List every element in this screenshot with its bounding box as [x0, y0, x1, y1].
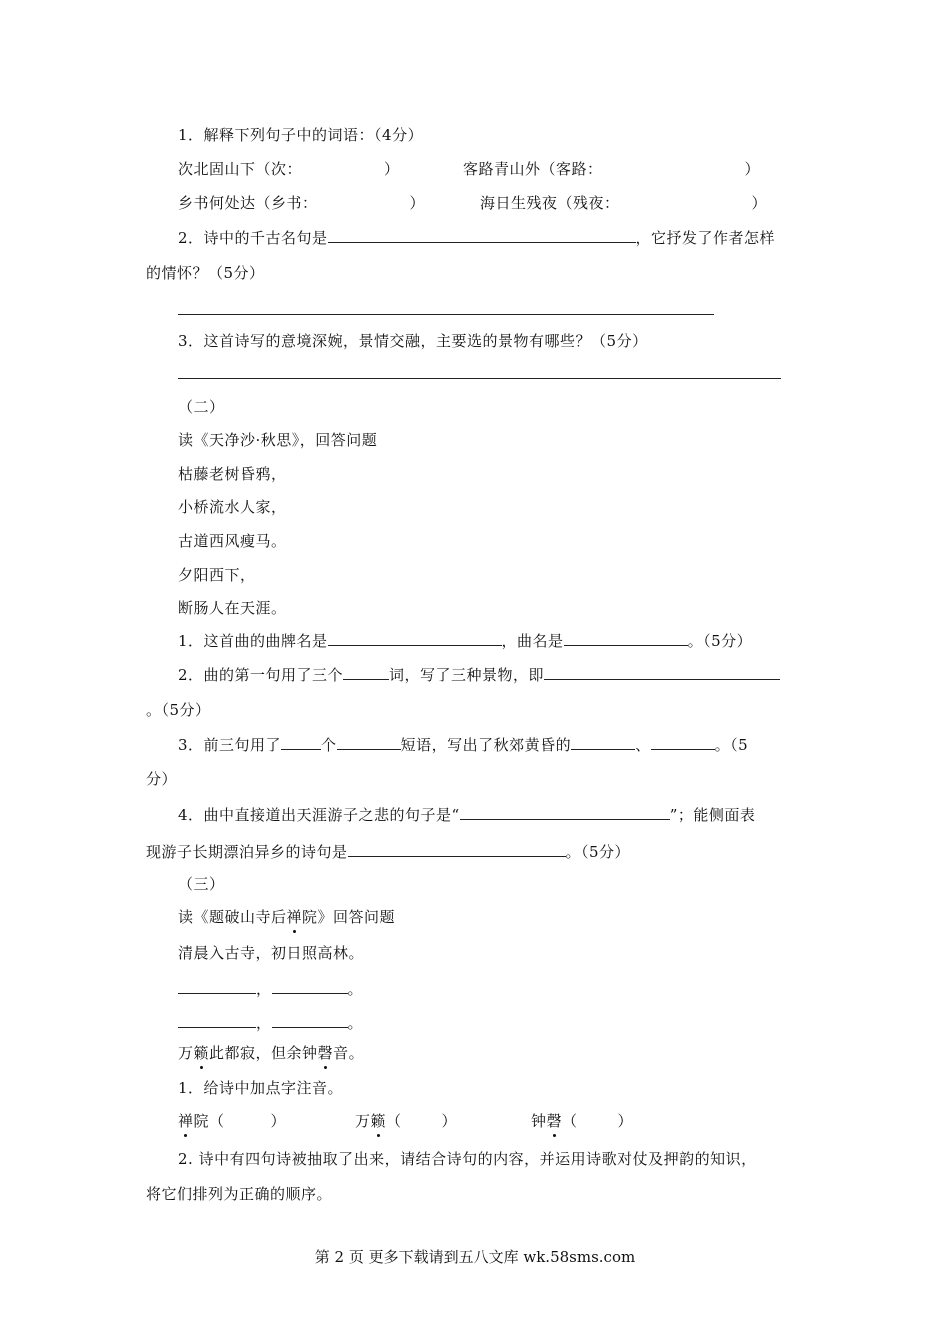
- item-text: （: [386, 1112, 402, 1130]
- question-text: 1．这首曲的曲牌名是: [178, 632, 328, 650]
- paren-close: ）: [384, 160, 400, 178]
- section-2-intro: 读《天净沙·秋思》，回答问题: [178, 431, 378, 449]
- question-text: 现游子长期漂泊异乡的诗句是: [146, 843, 348, 861]
- poem-line: 枯藤老树昏鸦，: [178, 465, 287, 483]
- question-text: 2．曲的第一句用了三个: [178, 666, 344, 684]
- poem-missing-line: [178, 977, 363, 1000]
- item-text: （: [562, 1112, 578, 1130]
- dotted-character: 籁: [193, 1044, 210, 1062]
- intro-text: 读《题破山寺后: [178, 908, 287, 926]
- page-footer: 第 2 页 更多下载请到五八文库 wk.58sms.com: [314, 1248, 636, 1266]
- punctuation: ，: [256, 980, 272, 998]
- question-text: ”；能侧面表: [669, 806, 756, 824]
- question-text: 个: [321, 736, 337, 754]
- question-text: 2．诗中的千古名句是: [178, 229, 328, 247]
- question-text: 3．前三句用了: [178, 736, 282, 754]
- section-3-question-2-continued: 将它们排列为正确的顺序。: [146, 1185, 333, 1203]
- poem-text: 此都寂，但余钟: [209, 1044, 318, 1062]
- explain-item-label: 乡书何处达（乡书：: [178, 194, 318, 212]
- explain-item-kelu: [463, 158, 760, 180]
- question-text: ，它抒发了作者怎样: [635, 229, 776, 247]
- answer-blank[interactable]: [178, 1011, 256, 1028]
- explain-item-label: 海日生残夜（残夜：: [480, 194, 620, 212]
- poem-text: 音。: [333, 1044, 365, 1062]
- explain-item-ci: [178, 158, 400, 180]
- answer-blank[interactable]: [328, 629, 502, 646]
- answer-line[interactable]: [178, 314, 714, 315]
- dotted-character: 禅: [286, 908, 303, 926]
- paren-close: ）: [744, 160, 761, 178]
- poem-missing-line: [178, 1011, 363, 1034]
- paren-close: ）: [409, 194, 426, 212]
- answer-blank[interactable]: [460, 803, 670, 820]
- answer-blank[interactable]: [328, 226, 636, 243]
- question-text: 、: [635, 736, 651, 754]
- section-2-question-4-continued: [146, 840, 630, 863]
- question-1-explain: 1．解释下列句子中的词语：（4分）: [178, 126, 424, 144]
- intro-text: 院》回答问题: [302, 908, 396, 926]
- question-text: 。（5: [714, 736, 749, 754]
- answer-blank[interactable]: [272, 1011, 348, 1028]
- poem-line: 古道西风瘦马。: [178, 532, 287, 550]
- dotted-character: 籁: [370, 1112, 387, 1130]
- paren-close: ）: [617, 1112, 634, 1130]
- section-2-question-3: [178, 733, 748, 756]
- dotted-character: 磬: [317, 1044, 334, 1062]
- section-3-intro: [178, 906, 395, 928]
- question-text: ，曲名是: [501, 632, 564, 650]
- paren-close: ）: [441, 1112, 458, 1130]
- section-3-question-1: 1．给诗中加点字注音。: [178, 1079, 344, 1097]
- item-text: 院（: [193, 1112, 225, 1130]
- question-2-famous-line: [178, 226, 775, 249]
- answer-blank[interactable]: [348, 840, 566, 857]
- answer-line[interactable]: [178, 378, 781, 379]
- question-2-continued: 的情怀？（5分）: [146, 264, 265, 282]
- section-2-heading: （二）: [178, 398, 225, 416]
- answer-blank[interactable]: [272, 977, 348, 994]
- explain-item-canye: [480, 192, 767, 214]
- answer-blank[interactable]: [571, 733, 635, 750]
- answer-blank[interactable]: [651, 733, 715, 750]
- pinyin-item-chanyuan: [178, 1110, 286, 1132]
- pinyin-item-wanlai: [355, 1110, 457, 1132]
- section-3-heading: （三）: [178, 875, 225, 893]
- dotted-character: 磬: [546, 1112, 563, 1130]
- poem-line: 夕阳西下，: [178, 566, 256, 584]
- answer-blank[interactable]: [544, 663, 780, 680]
- section-2-question-1: [178, 629, 752, 652]
- section-2-question-3-continued: 分）: [146, 770, 178, 788]
- answer-blank[interactable]: [343, 663, 389, 680]
- dotted-character: 禅: [178, 1112, 194, 1130]
- explain-item-label: 次北固山下（次：: [178, 160, 303, 178]
- poem-text: 万: [178, 1044, 194, 1062]
- question-text: 。（5分）: [687, 632, 753, 650]
- punctuation: 。: [347, 980, 364, 998]
- question-text: 词，写了三种景物，即: [389, 666, 545, 684]
- punctuation: 。: [347, 1014, 364, 1032]
- punctuation: ，: [256, 1014, 272, 1032]
- section-3-question-2: 2. 诗中有四句诗被抽取了出来，请结合诗句的内容，并运用诗歌对仗及押韵的知识，: [178, 1150, 757, 1168]
- question-text: 短语，写出了秋郊黄昏的: [400, 736, 572, 754]
- question-3-scenery: 3．这首诗写的意境深婉，景情交融，主要选的景物有哪些？（5分）: [178, 332, 648, 350]
- question-text: 4．曲中直接道出天涯游子之悲的句子是“: [178, 806, 460, 824]
- paren-close: ）: [751, 194, 768, 212]
- explain-item-xiangshu: [178, 192, 425, 214]
- section-2-question-2: [178, 663, 780, 686]
- explain-item-label: 客路青山外（客路：: [463, 160, 603, 178]
- answer-blank[interactable]: [337, 733, 401, 750]
- poem-line: 清晨入古寺，初日照高林。: [178, 944, 365, 962]
- answer-blank[interactable]: [281, 733, 321, 750]
- poem-line: 小桥流水人家，: [178, 498, 287, 516]
- item-text: 万: [355, 1112, 371, 1130]
- paren-close: ）: [270, 1112, 287, 1130]
- answer-blank[interactable]: [564, 629, 688, 646]
- poem-line: 断肠人在天涯。: [178, 599, 287, 617]
- pinyin-item-zhongqing: [531, 1110, 633, 1132]
- answer-blank[interactable]: [178, 977, 256, 994]
- section-2-question-4: [178, 803, 755, 826]
- question-text: 。（5分）: [565, 843, 631, 861]
- poem-line: [178, 1042, 364, 1064]
- section-2-question-2-continued: 。（5分）: [146, 701, 211, 719]
- item-text: 钟: [531, 1112, 547, 1130]
